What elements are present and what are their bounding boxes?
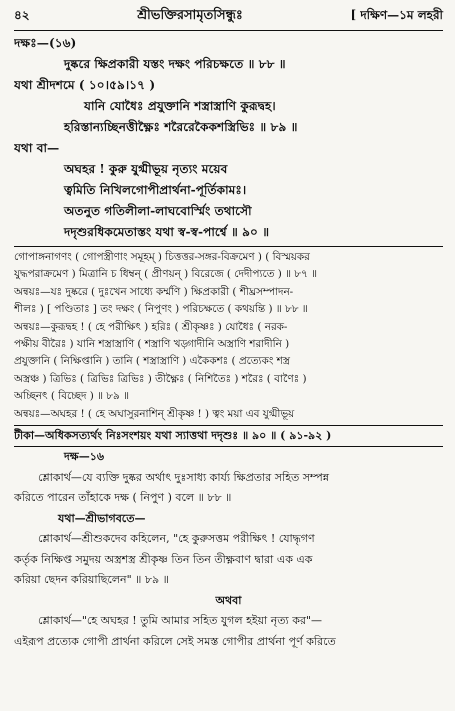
page-number: ৪২ — [14, 8, 30, 22]
tika-line: টীকা—অধিকসত্যর্থং নিঃসংশয়ং যথা স্যাত্তথা দদৃশুঃ ॥ ৯০ ॥ ( ৯১-৯২ ) — [14, 425, 443, 447]
translation-line: করিতে পারেন তাঁহাকে দক্ষ ( নিপুণ ) বলে ॥ ৮৮ ॥ — [14, 491, 232, 505]
translation-line: এইরূপ প্রত্যেক গোপী প্রার্থনা করিলে সেই সমস্ত গোপীর প্রার্থনা পূর্ণ করিতে — [14, 634, 336, 648]
commentary-line: অন্বয়ঃ—যঃ দুষ্করে ( দুঃখেন সাধ্যে কর্ম্মণি ) ক্ষিপ্রকারী ( শীঘ্রসম্পাদন- — [14, 285, 294, 298]
verse-line: ত্বমিতি নিখিলগোপীপ্রার্থনা-পূর্তিকামঃ। — [64, 183, 247, 197]
commentary-line: অচ্ছিনৎ ( বিচ্ছেদ ) ॥ ৮৯ ॥ — [14, 390, 129, 403]
verse-line: অঘহর ! কুরু যুগ্মীভূয় নৃত্যং ময়েব — [64, 162, 228, 176]
verse-block — [14, 33, 443, 243]
example-heading: যথা—শ্রীভাগবতে— — [58, 511, 146, 525]
translation-line: শ্লোকার্থ—"হে অঘহর ! তুমি আমার সহিত যুগল হইয়া নৃত্য কর"— — [38, 614, 323, 628]
commentary-line: শীলঃ ) [ পণ্ডিতাঃ ] তং দক্ষং ( নিপুণং ) পরিচক্ষতে ( কথয়ন্তি ) ॥ ৮৮ ॥ — [14, 303, 308, 316]
verse-heading: দক্ষঃ—(১৬) — [14, 36, 77, 50]
commentary-line: যুদ্ধপরাক্রমেণ ) মিত্রানি চ ধিম্বন্ ( প্রীণয়ন্ ) বিরেজে ( দেদীপ্যতে ) ॥ ৮৭ ॥ — [14, 268, 317, 281]
commentary-line: গোপাঙ্গনাগণং ( গোপস্ত্রীণাং সমূহম্ ) চিত্তত্তর-সঙ্গর-বিক্রমেণ ) ( বিস্ময়কর — [14, 251, 310, 263]
commentary-line: অন্বয়ঃ—অঘহর ! ( হে অঘাসুরনাশিন্ শ্রীকৃষ্ণ ! ) ত্বং ময়া এব যুগ্মীভূয় — [14, 407, 295, 420]
divider — [14, 246, 443, 247]
commentary-line: পক্ষীয় বীরৈঃ ) যানি শস্ত্রাস্ত্রাণি ( শস্ত্রাণি খড়্গাদীনি অস্ত্রাণি শরাদীনি ) — [14, 338, 290, 351]
page-header — [14, 6, 443, 31]
commentary-line: অন্বয়ঃ—কুরূদ্বহ ! ( হে পরীক্ষিৎ ) হরিঃ ( শ্রীকৃষ্ণঃ ) যোধৈঃ ( নরক- — [14, 320, 288, 333]
verse-line: দুষ্করে ক্ষিপ্রকারী যস্তং দক্ষং পরিচক্ষতে ॥ ৮৮ ॥ — [64, 57, 286, 71]
verse-line: দদৃশুরধিকমেতাস্তং যথা স্ব-স্ব-পার্শ্বে ॥ ৯০ ॥ — [64, 225, 270, 239]
translation-block — [14, 447, 443, 652]
section-label: [ দক্ষিণ—১ম লহরী — [350, 8, 443, 22]
translation-line: শ্লোকার্থ—যে ব্যক্তি দুষ্কর অর্থাৎ দুঃসাধ্য কার্য্য ক্ষিপ্রতার সহিত সম্পন্ন — [38, 470, 330, 484]
translation-heading: দক্ষ—১৬ — [64, 450, 104, 464]
commentary-line: প্রযুক্তানি ( নিক্ষিপ্তানি ) তানি ( শস্ত্রাস্ত্রাণি ) একৈকশঃ ( প্রত্যেকং শস্ত্র — [14, 355, 290, 368]
commentary-block — [14, 249, 443, 423]
verse-line: অতনুত গতিলীলা-লাঘবোর্স্মিং তথাসৌ — [64, 204, 252, 218]
verse-line: যানি যোধৈঃ প্রযুক্তানি শস্ত্রাস্ত্রাণি কুরূদ্বহ। — [84, 99, 276, 113]
translation-line: কর্তৃক নিক্ষিপ্ত সমুদয় অস্ত্রশস্ত্র শ্রীকৃষ্ণ তিন তিন তীক্ষ্ণবাণ দ্বারা এক এক — [14, 552, 313, 566]
verse-line: যথা শ্রীদশমে ( ১০।৫৯।১৭ ) — [14, 78, 156, 92]
verse-line: হরিস্তান্যচ্ছিনত্তীক্ষ্ণৈঃ শরৈরেকৈকশস্ত্রিভিঃ ॥ ৮৯ ॥ — [64, 120, 298, 134]
book-title: শ্রীভক্তিরসামৃতসিন্ধুঃ — [137, 8, 243, 23]
athava-label: অথবা — [215, 593, 242, 607]
translation-line: শ্লোকার্থ—শ্রীশুকদেব কহিলেন, "হে কুরুসত্তম পরীক্ষিৎ ! যোদ্ধৃগণ — [38, 532, 315, 546]
commentary-line: অস্ত্রঞ্চ ) ত্রিভিঃ ( ত্রিভিঃ ত্রিভিঃ ) তীক্ষ্ণৈঃ ( নিশিতৈঃ ) শরৈঃ ( বাণৈঃ ) — [14, 372, 307, 385]
verse-line: যথা বা— — [14, 141, 60, 155]
translation-line: করিয়া ছেদন করিয়াছিলেন" ॥ ৮৯ ॥ — [14, 573, 169, 587]
